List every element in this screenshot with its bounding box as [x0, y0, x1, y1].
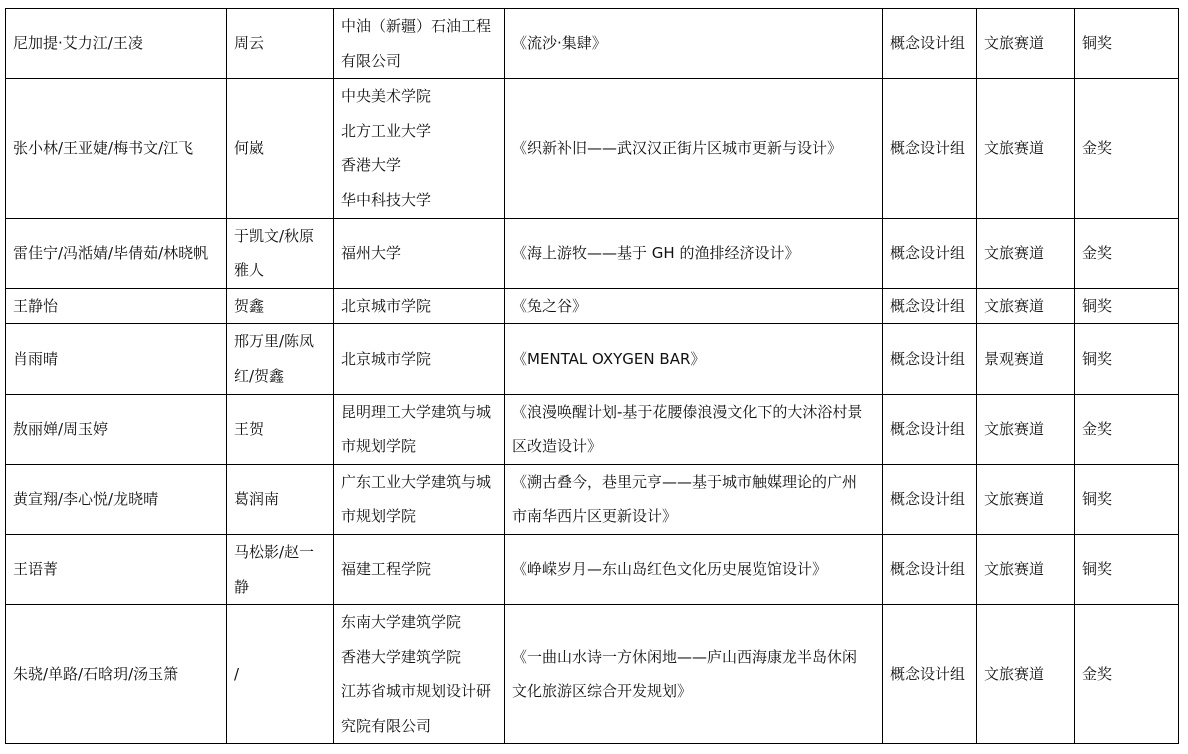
title-cell [505, 534, 883, 604]
advisor-cell [227, 218, 334, 288]
institution-line: 昆明理工大学建筑与城 [341, 402, 492, 421]
title-cell [505, 9, 883, 79]
table-row [6, 324, 1179, 394]
group-cell: 概念设计组 [883, 534, 977, 604]
institution-cell [334, 464, 505, 534]
institution-cell [334, 9, 505, 79]
institution-line: 北京城市学院 [341, 349, 432, 368]
advisor-cell [227, 9, 334, 79]
title-cell [505, 79, 883, 218]
advisor-line: 静 [234, 577, 250, 596]
advisor-line: 邢万里/陈凤 [234, 332, 315, 351]
institution-cell [334, 605, 505, 744]
group-cell: 概念设计组 [883, 218, 977, 288]
institution-cell [334, 394, 505, 464]
group-cell: 概念设计组 [883, 464, 977, 534]
institution-line: 北方工业大学 [341, 121, 432, 140]
authors-cell: 黄宣翔/李心悦/龙晓晴 [6, 464, 227, 534]
table-row [6, 534, 1179, 604]
institution-line: 中央美术学院 [341, 87, 432, 106]
group-cell: 概念设计组 [883, 288, 977, 324]
advisor-line: 何崴 [234, 139, 265, 158]
title-line: 《一曲山水诗一方休闲地——庐山西海康龙半岛休闲 [512, 647, 858, 666]
title-line: 《MENTAL OXYGEN BAR》 [512, 349, 706, 368]
table-row [6, 605, 1179, 744]
authors-cell: 张小林/王亚婕/梅书文/江飞 [6, 79, 227, 218]
award-cell: 金奖 [1075, 79, 1179, 218]
advisor-line: 贺鑫 [234, 296, 265, 315]
award-cell: 金奖 [1075, 218, 1179, 288]
group-cell: 概念设计组 [883, 605, 977, 744]
advisor-cell [227, 288, 334, 324]
institution-line: 香港大学 [341, 156, 402, 175]
title-cell [505, 464, 883, 534]
authors-cell: 王语菁 [6, 534, 227, 604]
title-line: 《兔之谷》 [512, 296, 588, 315]
track-cell: 文旅赛道 [977, 394, 1075, 464]
award-cell: 金奖 [1075, 605, 1179, 744]
title-line: 《峥嵘岁月—东山岛红色文化历史展览馆设计》 [512, 560, 828, 579]
advisor-line: 雅人 [234, 261, 265, 280]
institution-line: 中油（新疆）石油工程 [341, 17, 492, 35]
institution-line: 华中科技大学 [341, 190, 432, 209]
advisor-cell [227, 394, 334, 464]
track-cell: 文旅赛道 [977, 9, 1075, 79]
institution-line: 市规划学院 [341, 507, 417, 526]
institution-cell [334, 534, 505, 604]
award-cell: 铜奖 [1075, 324, 1179, 394]
institution-line: 江苏省城市规划设计研 [341, 682, 492, 701]
table-row [6, 9, 1179, 79]
institution-line: 市规划学院 [341, 437, 417, 456]
institution-line: 福建工程学院 [341, 560, 432, 579]
title-line: 文化旅游区综合开发规划》 [512, 682, 693, 701]
advisor-line: 红/贺鑫 [234, 366, 285, 385]
title-cell [505, 324, 883, 394]
institution-line: 究院有限公司 [341, 716, 432, 735]
institution-cell [334, 79, 505, 218]
table-row [6, 218, 1179, 288]
institution-line: 东南大学建筑学院 [341, 613, 462, 632]
track-cell: 文旅赛道 [977, 218, 1075, 288]
group-cell: 概念设计组 [883, 394, 977, 464]
title-cell [505, 218, 883, 288]
group-cell: 概念设计组 [883, 79, 977, 218]
title-cell [505, 288, 883, 324]
title-line: 《织新补旧——武汉汉正街片区城市更新与设计》 [512, 139, 843, 158]
award-cell: 铜奖 [1075, 534, 1179, 604]
advisor-cell [227, 324, 334, 394]
award-cell: 铜奖 [1075, 9, 1179, 79]
award-cell: 铜奖 [1075, 288, 1179, 324]
advisor-line: 王贺 [234, 419, 265, 438]
advisor-cell [227, 464, 334, 534]
title-line: 《流沙·集肆》 [512, 34, 607, 53]
authors-cell: 肖雨晴 [6, 324, 227, 394]
advisor-line: 葛润南 [234, 490, 280, 509]
institution-line: 福州大学 [341, 243, 402, 262]
awards-table [5, 8, 1179, 744]
institution-line: 北京城市学院 [341, 296, 432, 315]
track-cell: 景观赛道 [977, 324, 1075, 394]
advisor-cell [227, 79, 334, 218]
award-cell: 铜奖 [1075, 464, 1179, 534]
institution-cell [334, 324, 505, 394]
table-row [6, 394, 1179, 464]
track-cell: 文旅赛道 [977, 79, 1075, 218]
advisor-cell [227, 605, 334, 744]
advisor-line: 马松影/赵一 [234, 542, 315, 561]
table-body [6, 9, 1179, 744]
title-cell [505, 394, 883, 464]
table-row [6, 79, 1179, 218]
institution-line: 广东工业大学建筑与城 [341, 472, 492, 491]
track-cell: 文旅赛道 [977, 464, 1075, 534]
authors-cell: 敖丽婵/周玉婷 [6, 394, 227, 464]
title-line: 《浪漫唤醒计划-基于花腰傣浪漫文化下的大沐浴村景 [512, 402, 863, 421]
track-cell: 文旅赛道 [977, 288, 1075, 324]
award-cell: 金奖 [1075, 394, 1179, 464]
institution-cell [334, 288, 505, 324]
authors-cell: 朱骁/单路/石晗玥/汤玉箫 [6, 605, 227, 744]
advisor-line: / [234, 664, 240, 683]
title-cell [505, 605, 883, 744]
title-line: 区改造设计》 [512, 437, 603, 456]
title-line: 《溯古叠今，巷里元亨——基于城市触媒理论的广州 [512, 472, 858, 491]
advisor-cell [227, 534, 334, 604]
table-row [6, 464, 1179, 534]
authors-cell: 雷佳宁/冯湉婧/毕倩茹/林晓帆 [6, 218, 227, 288]
advisor-line: 于凯文/秋原 [234, 226, 315, 245]
group-cell: 概念设计组 [883, 9, 977, 79]
title-line: 市南华西片区更新设计》 [512, 507, 678, 526]
track-cell: 文旅赛道 [977, 605, 1075, 744]
authors-cell: 尼加提·艾力江/王凌 [6, 9, 227, 79]
title-line: 《海上游牧——基于 GH 的渔排经济设计》 [512, 243, 800, 262]
advisor-line: 周云 [234, 34, 265, 53]
table-row [6, 288, 1179, 324]
authors-cell: 王静怡 [6, 288, 227, 324]
institution-line: 香港大学建筑学院 [341, 647, 462, 666]
track-cell: 文旅赛道 [977, 534, 1075, 604]
group-cell: 概念设计组 [883, 324, 977, 394]
institution-line: 有限公司 [341, 51, 402, 70]
institution-cell [334, 218, 505, 288]
